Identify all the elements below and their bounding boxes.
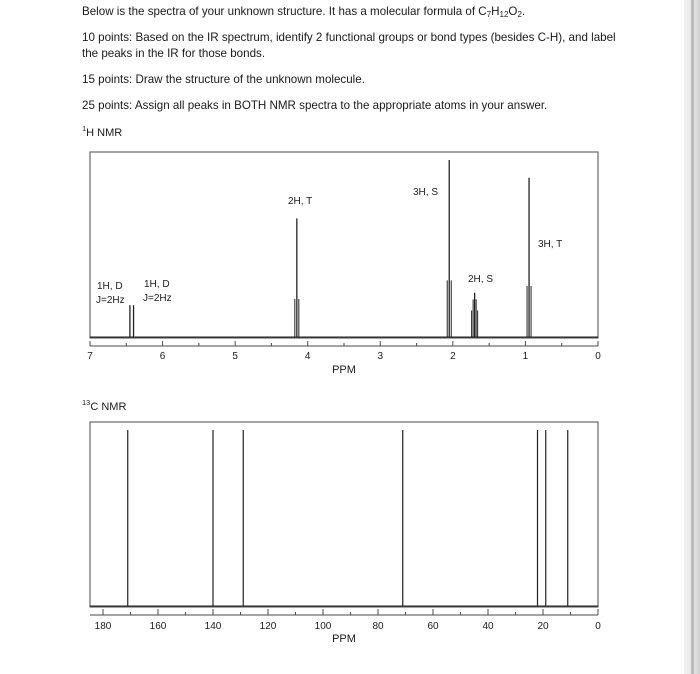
h-nmr-peak [447,160,451,337]
h-nmr-tick-label: 3 [377,351,384,362]
c-nmr-tick-label: 120 [259,621,277,632]
c-nmr-xlabel: PPM [332,633,356,645]
intro-prefix: Below is the spectra of your unknown structure. It has a molecular formula of C [82,5,487,18]
h-nmr-peak [295,218,299,337]
intro-o-label: O [508,5,518,18]
c-nmr-plot-frame [90,422,598,607]
c-nmr-tick-label: 60 [427,621,439,632]
h-nmr-tick-label: 6 [159,351,166,362]
draw-task: 15 points: Draw the structure of the unknown molecule. [82,73,365,86]
c-nmr-tick-label: 140 [204,621,222,632]
c-nmr-tick-label: 80 [372,621,384,632]
h-ann-1-line1: 1H, D [97,281,123,292]
h-nmr-tick-label: 4 [304,351,311,362]
c-nmr-tick-label: 40 [482,621,494,632]
ir-task: 10 points: Based on the IR spectrum, identify 2 functional groups or bond types (besides C-H), and label the peaks in the IR for those bonds. [82,31,616,60]
assign-task: 25 points: Assign all peaks in BOTH NMR spectra to the appropriate atoms in your answer. [82,99,548,112]
intro-o-count: 2 [517,10,522,19]
c-nmr-peaks [90,430,598,606]
h-ann-4-line1: 3H, S [413,187,439,198]
h-nmr-ticks [87,341,601,362]
h-nmr-xlabel: PPM [332,364,356,376]
h-ann-5-line1: 2H, S [468,274,494,285]
h-nmr-tick-label: 0 [595,351,601,362]
h-ann-2-line2: J=2Hz [143,293,172,304]
h-nmr-tick-label: 1 [522,351,529,362]
c-nmr-heading-sup: 13 [82,398,91,407]
h-nmr-plot-frame [90,152,598,338]
h-ann-3-line1: 2H, T [288,196,313,207]
intro-h-label: H [491,5,500,18]
c-nmr-ticks [95,609,602,632]
c-nmr-tick-label: 0 [595,621,601,632]
intro-c-count: 7 [486,10,492,19]
h-nmr-heading-sup: 1 [82,124,87,133]
h-nmr-peaks [90,160,598,337]
h-nmr-heading-text: H NMR [86,127,123,139]
intro-suffix: . [521,5,526,18]
c-nmr-tick-label: 20 [537,621,549,632]
c-nmr-tick-label: 100 [314,621,332,632]
c-nmr-tick-label: 180 [94,621,112,632]
h-ann-2-line1: 1H, D [144,279,170,290]
h-nmr-peak [472,293,478,337]
h-nmr-tick-label: 2 [450,351,456,362]
intro-h-count: 12 [499,10,509,19]
page-edge [691,0,694,674]
c-nmr-spectrum [0,400,684,674]
h-nmr-tick-label: 7 [87,351,93,362]
h-ann-6-line1: 3H, T [538,239,563,250]
h-nmr-tick-label: 5 [232,351,238,362]
h-ann-1-line2: J=2Hz [96,295,125,306]
c-nmr-heading-text: C NMR [90,401,127,413]
h-nmr-peak [527,178,531,337]
c-nmr-tick-label: 160 [149,621,167,632]
